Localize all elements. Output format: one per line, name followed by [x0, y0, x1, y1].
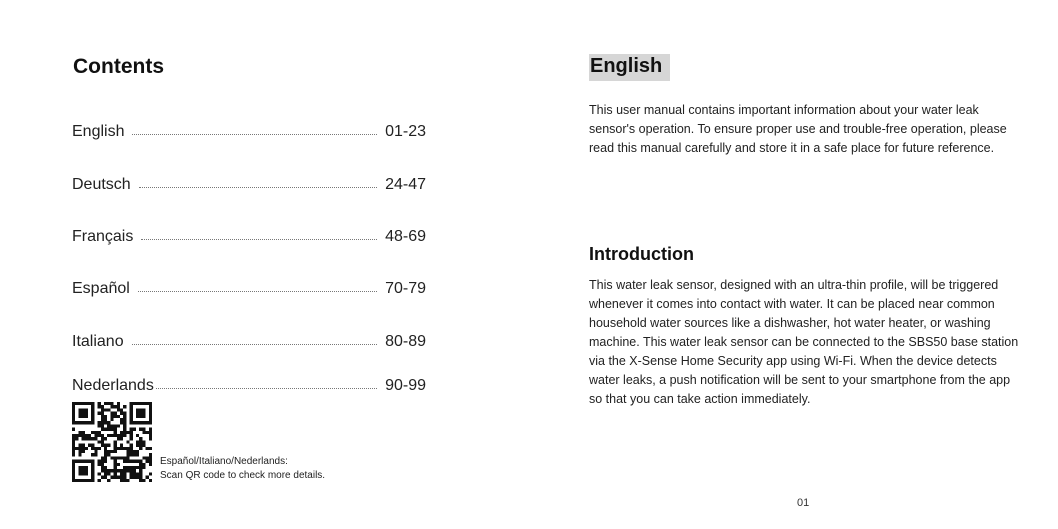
- toc-dot-leader: [132, 134, 377, 135]
- toc-page-range: 01-23: [385, 123, 426, 140]
- toc-language: Deutsch: [72, 176, 131, 193]
- qr-caption-languages: Español/Italiano/Nederlands:: [160, 456, 288, 467]
- toc-dot-leader: [141, 239, 377, 240]
- toc-row-italiano[interactable]: [72, 327, 426, 351]
- toc-page-range: 24-47: [385, 176, 426, 193]
- toc-language: Italiano: [72, 333, 124, 350]
- introduction-heading: Introduction: [589, 244, 694, 264]
- toc-language: Español: [72, 280, 130, 297]
- toc-row-espanol[interactable]: [72, 274, 426, 298]
- toc-dot-leader: [156, 388, 377, 389]
- qr-code-icon[interactable]: [72, 402, 152, 482]
- toc-dot-leader: [138, 291, 377, 292]
- page-number: 01: [797, 497, 810, 509]
- toc-language: Nederlands: [72, 377, 154, 394]
- toc-language: Français: [72, 228, 134, 245]
- toc-row-francais[interactable]: [72, 222, 426, 246]
- toc-row-english[interactable]: [72, 117, 426, 141]
- toc-dot-leader: [139, 187, 377, 188]
- toc-page-range: 48-69: [385, 228, 426, 245]
- toc-dot-leader: [132, 344, 377, 345]
- toc-page-range: 90-99: [385, 377, 426, 394]
- qr-caption: [160, 455, 325, 483]
- toc-language: English: [72, 123, 125, 140]
- toc-row-deutsch[interactable]: [72, 170, 426, 194]
- english-heading: English: [589, 54, 670, 81]
- qr-caption-instruction: Scan QR code to check more details.: [160, 470, 326, 481]
- english-paragraph: This user manual contains important information about your water leak sensor's operation. To ensure proper use and trouble-free operation, please read this manual carefully and store it in a safe place for future reference.: [589, 103, 1007, 155]
- toc-row-nederlands[interactable]: [72, 371, 426, 395]
- toc-page-range: 80-89: [385, 333, 426, 350]
- toc-page-range: 70-79: [385, 280, 426, 297]
- contents-title: Contents: [73, 55, 164, 78]
- introduction-paragraph: This water leak sensor, designed with an ultra-thin profile, will be triggered whenever it comes into contact with water. It can be placed near common household water sources like a dishwasher, hot water heater, or washing machine. This water leak sensor can be connected to the SBS50 base station via the X-Sense Home Security app using Wi-Fi. When the device detects water leaks, a push notification will be sent to your smartphone from the app so that you can take action immediately.: [589, 278, 1019, 406]
